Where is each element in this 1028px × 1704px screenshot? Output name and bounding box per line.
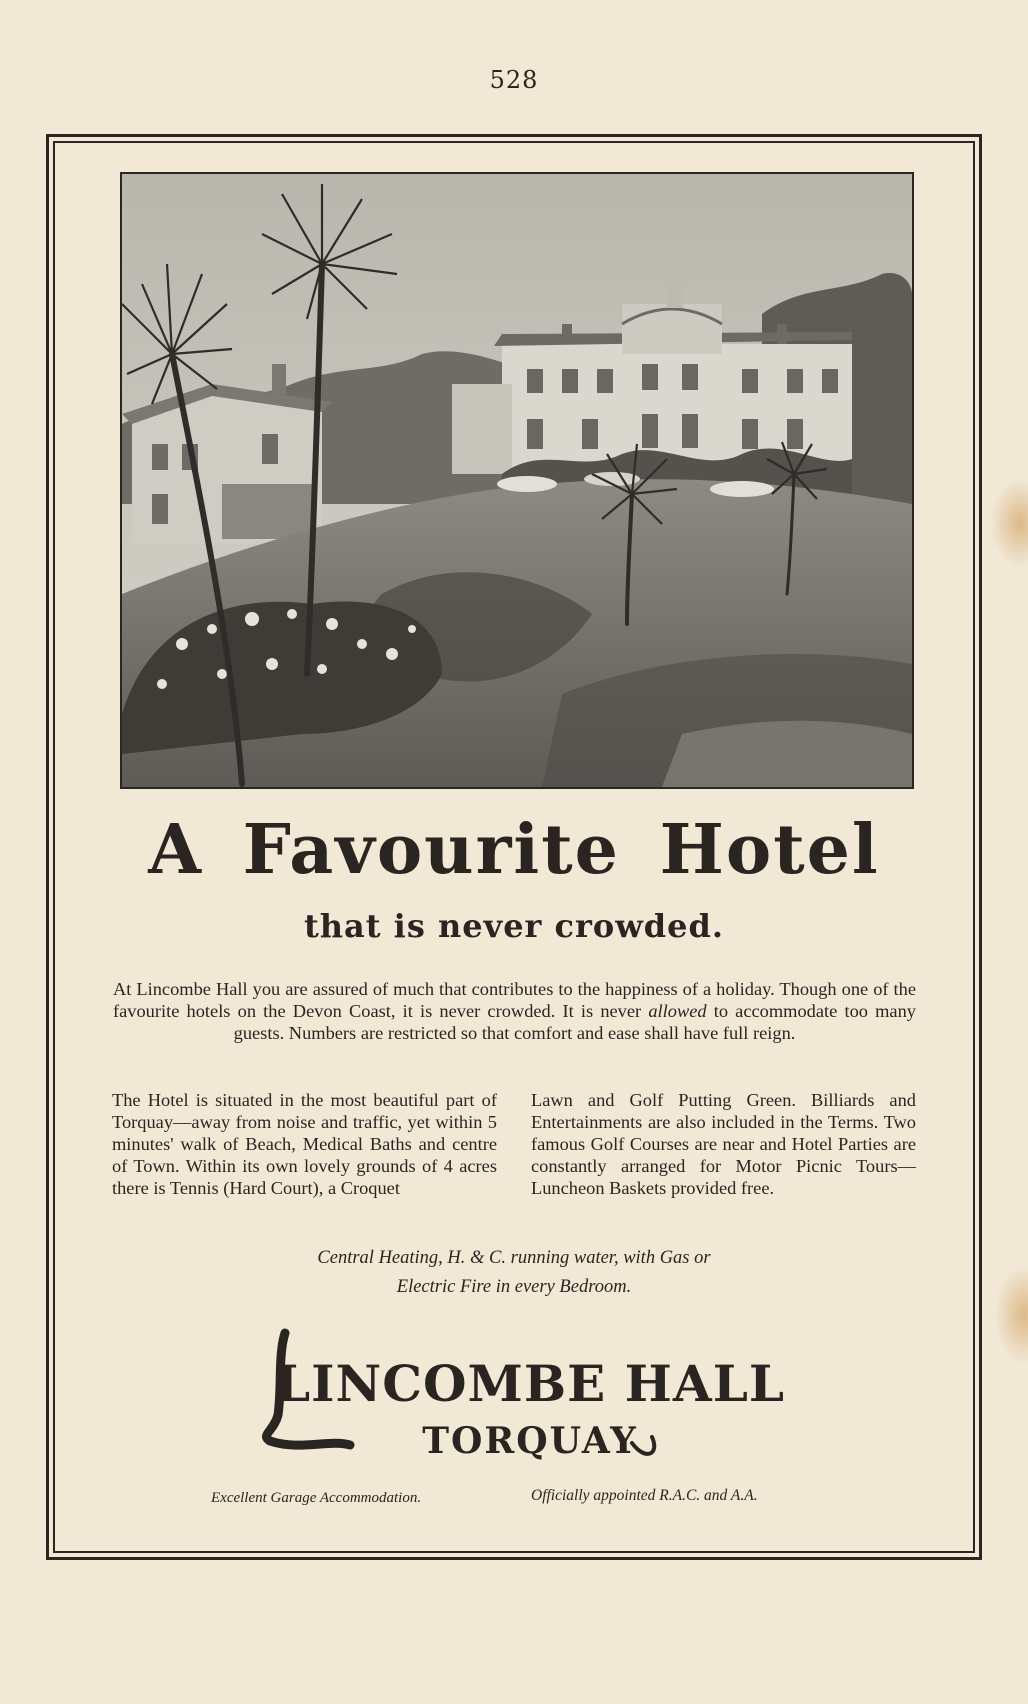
intro-paragraph: [113, 978, 916, 1044]
hotel-photograph: [120, 172, 914, 789]
wordmark-name: LINCOMBE HALL: [274, 1354, 786, 1413]
description-column-left: The Hotel is situated in the most beautiful part of Torquay—away from noise and traffic, yet within 5 minutes' walk of Beach, Medical Baths and centre of Town. Within its own lovely grounds of 4 acres there is Tennis (Hard Court), a Croquet: [112, 1090, 497, 1198]
description-column-right: Lawn and Golf Putting Green. Billiards and Entertainments are also included in the Terms. Two famous Golf Courses are near and Hotel Parties are constantly arranged for Motor Picnic Tours—Luncheon Baskets provided free.: [531, 1090, 916, 1198]
amenities-line-1: Central Heating, H. & C. running water, with Gas or: [317, 1248, 711, 1268]
intro-text-part-1: At Lincombe Hall you are assured of much that contributes to the happiness of a holiday. Though one of the favourite hotels on the Devon Coast, it is never crowded. It is never: [113, 979, 916, 1021]
amenities-note: [60, 1244, 968, 1302]
page-number: 528: [489, 66, 539, 94]
footer-rac-aa-note: Officially appointed R.A.C. and A.A.: [531, 1487, 758, 1504]
headline: A Favourite Hotel: [148, 810, 880, 890]
amenities-line-2: Electric Fire in every Bedroom.: [396, 1277, 632, 1297]
intro-text-part-2: to accommodate too many guests. Numbers are restricted so that comfort and ease shall have full reign.: [233, 1001, 916, 1043]
footer-garage-note: Excellent Garage Accommodation.: [211, 1490, 422, 1506]
paper-stain: [990, 478, 1028, 568]
wordmark-town: TORQUAY: [422, 1420, 638, 1462]
paper-stain: [994, 1265, 1028, 1365]
lincombe-hall-wordmark: [60, 1325, 968, 1465]
intro-emphasis: allowed: [648, 1001, 707, 1021]
subheadline: that is never crowded.: [303, 907, 725, 945]
